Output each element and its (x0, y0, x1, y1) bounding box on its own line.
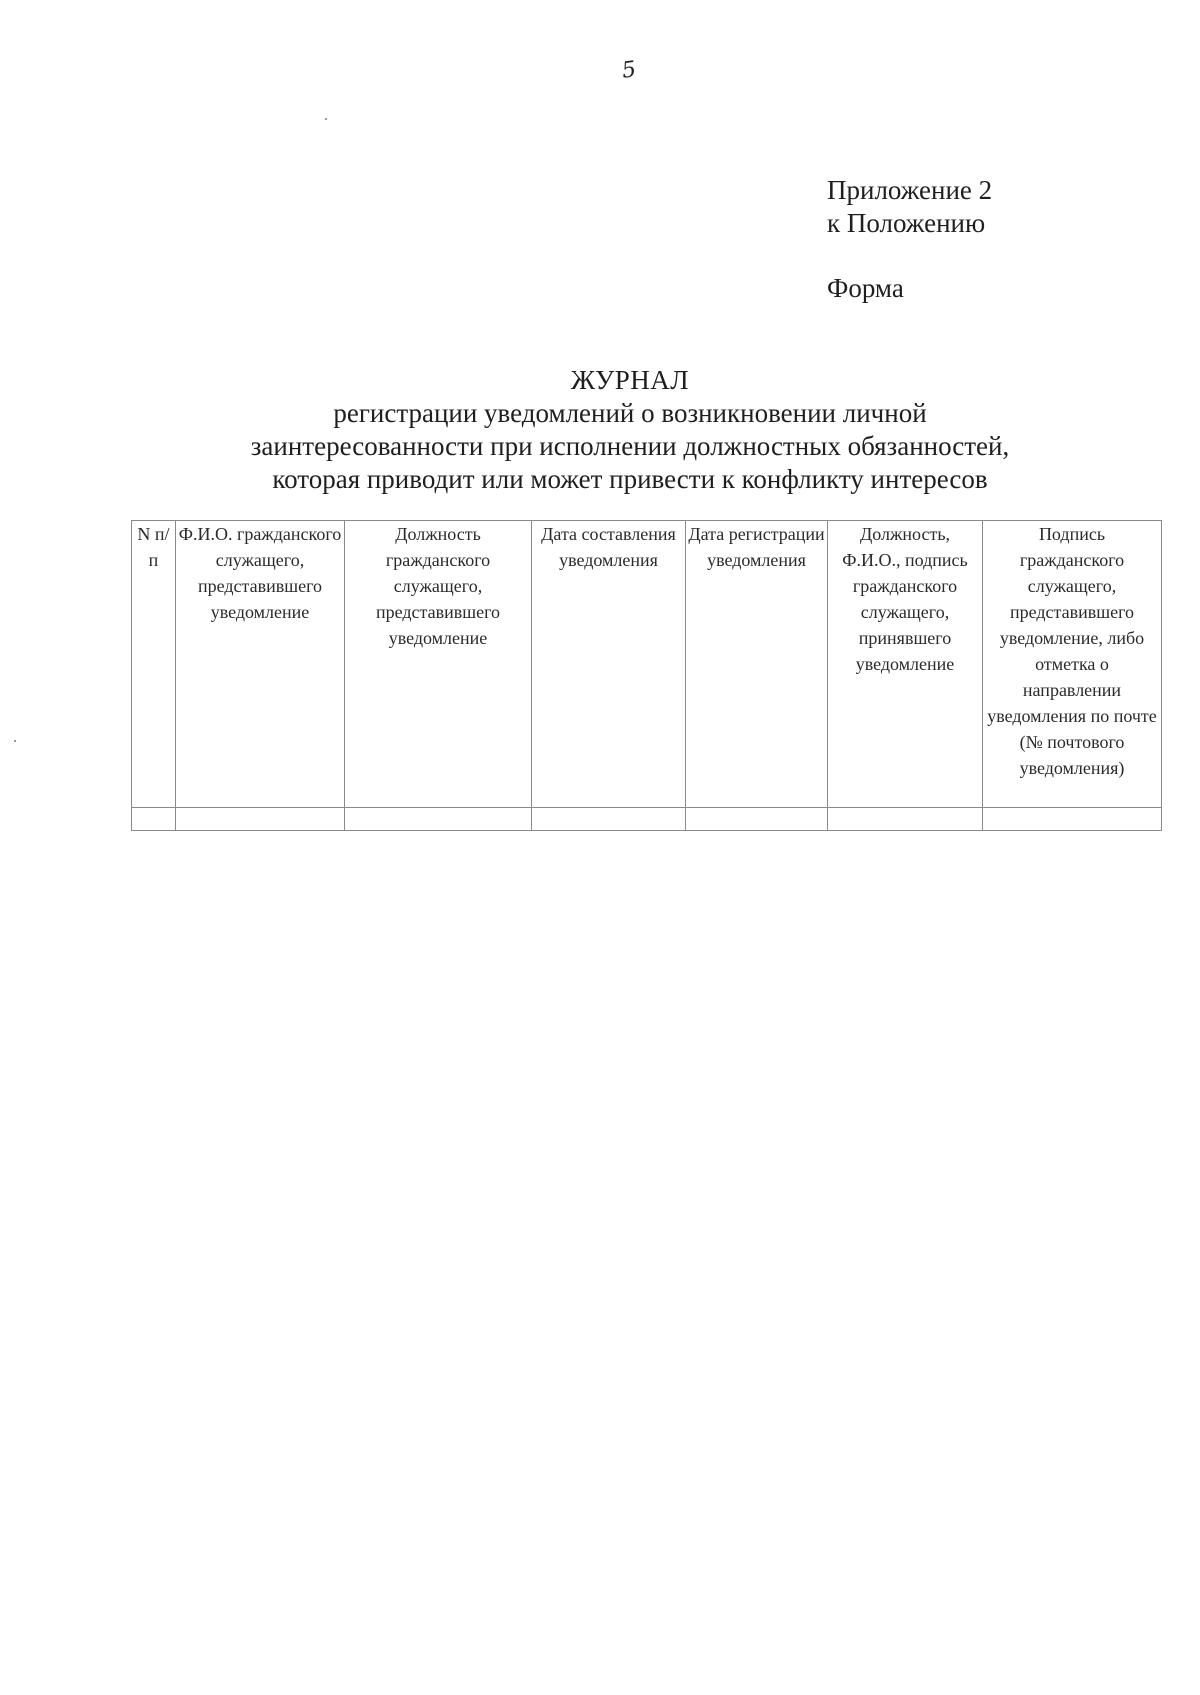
table-cell (345, 808, 532, 831)
column-header-position: Должность гражданского служащего, представившего уведомление (345, 521, 532, 808)
column-header-date-registered: Дата регистрации уведомления (686, 521, 828, 808)
scan-speck (325, 118, 327, 120)
table-cell (532, 808, 686, 831)
document-subtitle-line-2: заинтересованности при исполнении должностных обязанностей, (250, 431, 1010, 461)
document-title-block (130, 364, 1130, 496)
document-subtitle-line-3: которая приводит или может привести к конфликту интересов (272, 464, 988, 494)
column-header-number: N п/п (132, 521, 176, 808)
appendix-reference (827, 174, 992, 305)
column-header-full-name: Ф.И.О. гражданского служащего, представившего уведомление (176, 521, 345, 808)
scan-speck (14, 740, 16, 742)
column-header-date-composed: Дата составления уведомления (532, 521, 686, 808)
table-cell (176, 808, 345, 831)
document-subtitle-line-1: регистрации уведомлений о возникновении личной (333, 398, 927, 428)
table-header-row (132, 521, 1162, 808)
table-cell (686, 808, 828, 831)
column-header-signature: Подпись гражданского служащего, представившего уведомление, либо отметка о направлении уведомления по почте (№ почтового уведомления) (983, 521, 1162, 808)
appendix-target: к Положению (827, 208, 986, 238)
registration-journal-table (131, 520, 1162, 831)
table-row (132, 808, 1162, 831)
document-title: ЖУРНАЛ (570, 365, 690, 395)
table-cell (983, 808, 1162, 831)
column-header-receiver: Должность, Ф.И.О., подпись гражданского служащего, принявшего уведомление (828, 521, 983, 808)
form-label: Форма (827, 273, 904, 303)
table-cell (132, 808, 176, 831)
table-cell (828, 808, 983, 831)
handwritten-page-number: 5 (620, 57, 638, 84)
appendix-number: Приложение 2 (827, 175, 993, 205)
